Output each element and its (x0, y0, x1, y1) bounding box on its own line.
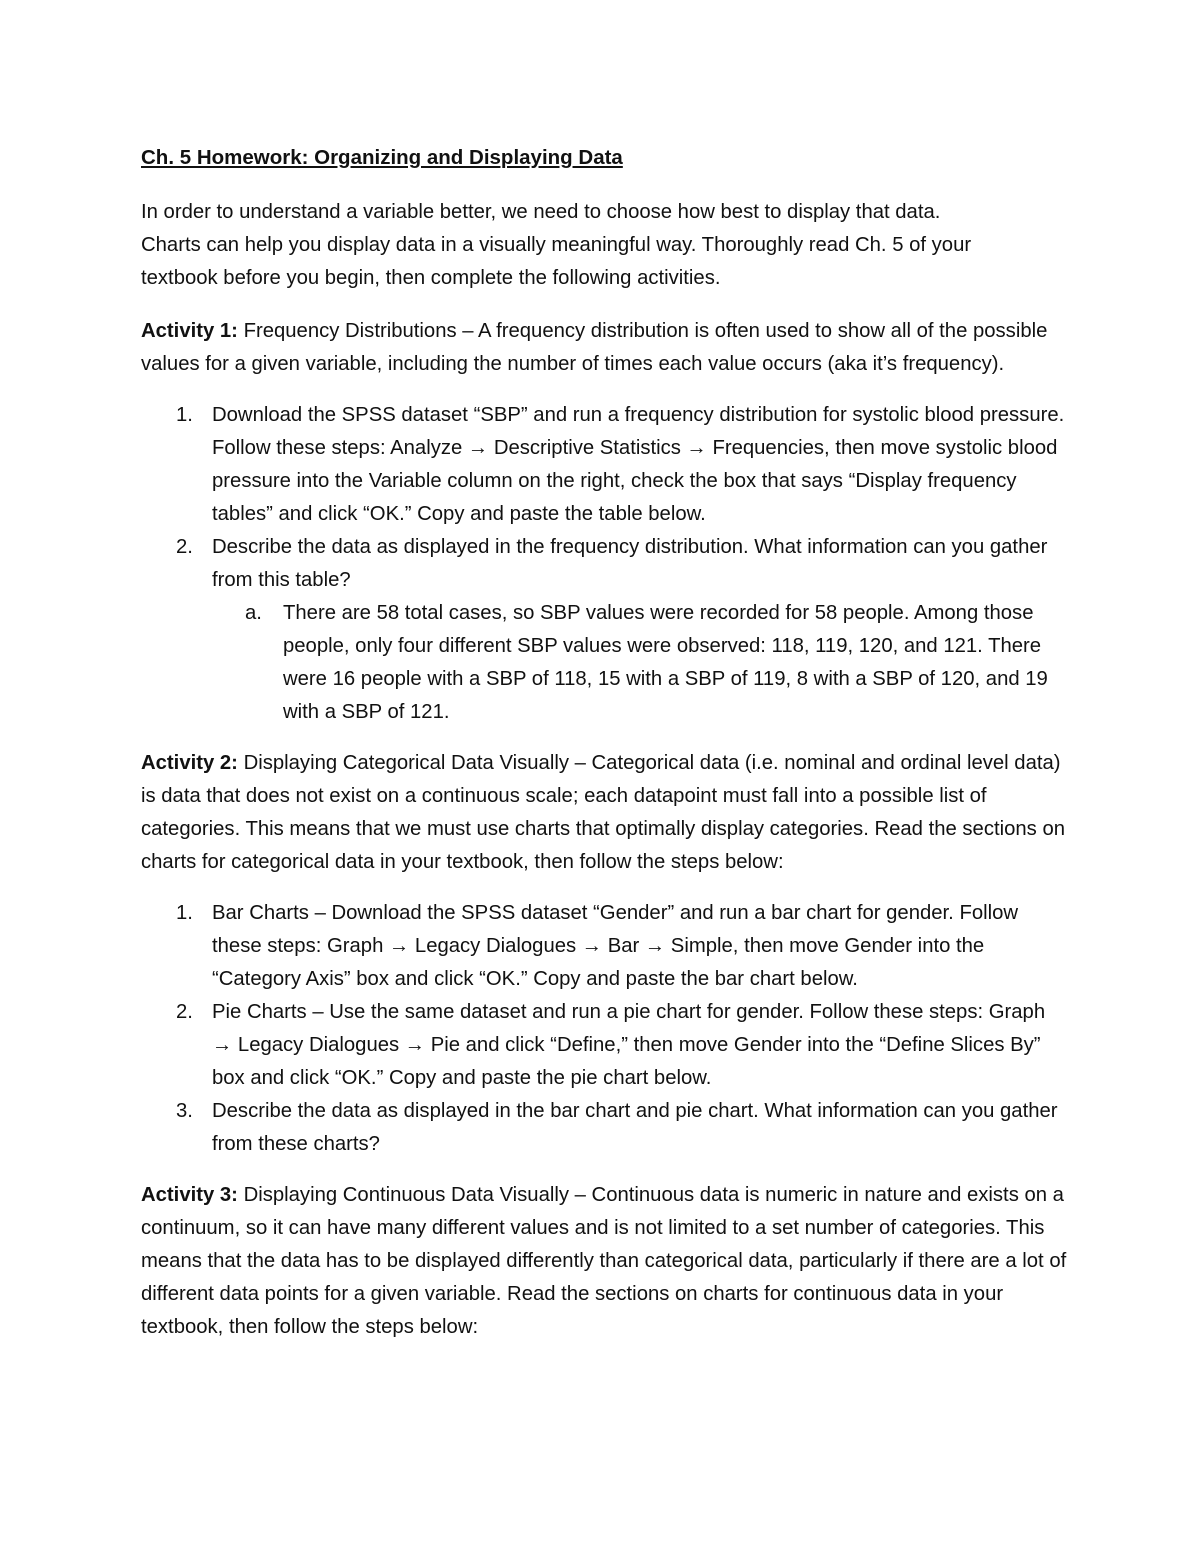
sublist-item (212, 597, 1071, 729)
list-item (141, 996, 1071, 1095)
activity-1-steps (141, 399, 1071, 729)
activity-3-paragraph (141, 1179, 1071, 1344)
intro-line: In order to understand a variable better, we need to choose how best to display that data. (141, 201, 941, 223)
list-item-text: Describe the data as displayed in the bar chart and pie chart. What information can you gather from these charts? (212, 1100, 1058, 1155)
activity-2-paragraph (141, 747, 1071, 879)
list-number: 1. (176, 404, 193, 426)
list-item-text: Pie Charts – Use the same dataset and run a pie chart for gender. Follow these steps: Graph → Legacy Dialogues → Pie and click “Define,” then move Gender into the “Define Slices By” box and click “OK.” Copy and paste the pie chart below. (212, 1001, 1046, 1089)
list-item (141, 897, 1071, 996)
list-item (141, 1095, 1071, 1161)
activity-2-text: Displaying Categorical Data Visually – Categorical data (i.e. nominal and ordinal level data) is data that does not exist on a continuous scale; each datapoint must fall into a possible list of categories. This means that we must use charts that optimally display categories. Read the sections on charts for categorical data in your textbook, then follow the steps below: (141, 752, 1066, 873)
activity-2-steps (141, 897, 1071, 1161)
list-number: 2. (176, 536, 193, 558)
list-item-text: Describe the data as displayed in the frequency distribution. What information can you gather from this table? (212, 536, 1048, 591)
activity-2-label: Activity 2: (141, 752, 238, 774)
activity-1-text: Frequency Distributions – A frequency distribution is often used to show all of the possible values for a given variable, including the number of times each value occurs (aka it’s frequency). (141, 320, 1048, 375)
sublist-letter: a. (245, 602, 262, 624)
list-item (141, 399, 1071, 531)
list-item-text: Bar Charts – Download the SPSS dataset “Gender” and run a bar chart for gender. Follow these steps: Graph → Legacy Dialogues → Bar → Simple, then move Gender into the “Category Axis” box and click “OK.” Copy and paste the bar chart below. (212, 902, 1019, 990)
list-item-text: Download the SPSS dataset “SBP” and run a frequency distribution for systolic blood pressure. Follow these steps: Analyze → Descriptive Statistics → Frequencies, then move systolic blood pressure into the Variable column on the right, check the box that says “Display frequency tables” and click “OK.” Copy and paste the table below. (212, 404, 1065, 525)
intro-paragraph (141, 196, 1071, 295)
list-number: 2. (176, 1001, 193, 1023)
activity-1-sublist (212, 597, 1071, 729)
list-number: 3. (176, 1100, 193, 1122)
document-body (141, 144, 1071, 1362)
intro-line: textbook before you begin, then complete the following activities. (141, 267, 721, 289)
list-item (141, 531, 1071, 729)
activity-1-label: Activity 1: (141, 320, 238, 342)
page-title: Ch. 5 Homework: Organizing and Displaying Data (141, 146, 623, 169)
activity-1-paragraph (141, 315, 1071, 381)
activity-3-label: Activity 3: (141, 1184, 238, 1206)
activity-3-text: Displaying Continuous Data Visually – Continuous data is numeric in nature and exists on a continuum, so it can have many different values and is not limited to a set number of categories. This means that the data has to be displayed differently than categorical data, particularly if there are a lot of different data points for a given variable. Read the sections on charts for continuous data in your textbook, then follow the steps below: (141, 1184, 1067, 1338)
sublist-item-text: There are 58 total cases, so SBP values were recorded for 58 people. Among those people, only four different SBP values were observed: 118, 119, 120, and 121. There were 16 people with a SBP of 118, 15 with a SBP of 119, 8 with a SBP of 120, and 19 with a SBP of 121. (283, 602, 1048, 723)
intro-line: Charts can help you display data in a visually meaningful way. Thoroughly read Ch. 5 of your (141, 234, 972, 256)
list-number: 1. (176, 902, 193, 924)
